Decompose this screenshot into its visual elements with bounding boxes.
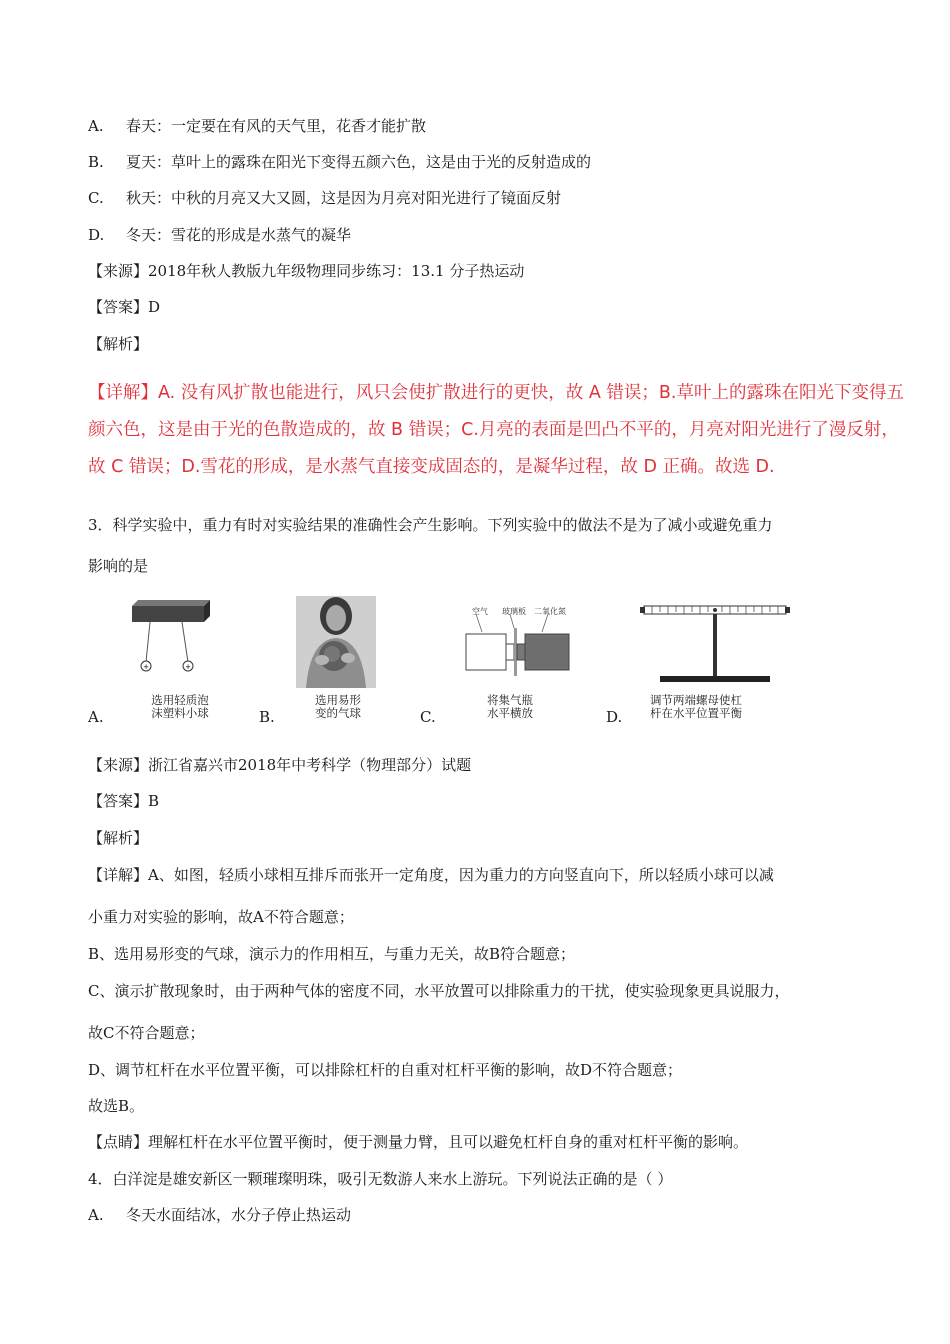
option-text: 秋天：中秋的月亮又大又圆，这是因为月亮对阳光进行了镜面反射 <box>126 189 562 207</box>
figure-a-caption <box>140 694 220 720</box>
q3-answer: 【答案】B <box>88 792 160 810</box>
caption-line: 选用易形 <box>315 693 361 707</box>
q3-analysis-heading: 【解析】 <box>88 829 149 847</box>
q4-stem: 4．白洋淀是雄安新区一颗璀璨明珠，吸引无数游人来水上游玩。下列说法正确的是（ ） <box>88 1170 673 1188</box>
q2-detail-line-1: 【详解】A. 没有风扩散也能进行，风只会使扩散进行的更快，故 A 错误；B.草叶上的露珠在阳光下变得五 <box>88 383 904 403</box>
figure-c-label-air: 空气 <box>472 607 488 616</box>
option-label: D. <box>88 226 105 244</box>
q2-source: 【来源】2018年秋人教版九年级物理同步练习：13.1 分子热运动 <box>88 262 525 280</box>
q3-detail-line-2: 小重力对实验的影响，故A不符合题意； <box>88 908 354 926</box>
figure-c-label-glass: 玻璃板 <box>502 607 526 616</box>
figure-b-letter: B. <box>259 708 275 726</box>
option-label: C. <box>88 189 104 207</box>
option-d <box>88 225 351 245</box>
option-label: A. <box>88 117 104 135</box>
q2-answer: 【答案】D <box>88 298 161 316</box>
q3-stem-line-2: 影响的是 <box>88 557 149 575</box>
figure-a-letter: A. <box>88 708 104 726</box>
option-label: A. <box>88 1206 104 1224</box>
caption-line: 水平横放 <box>487 706 533 720</box>
caption-line: 调节两端螺母使杠 <box>650 693 742 707</box>
option-text: 冬天水面结冰，水分子停止热运动 <box>126 1206 352 1224</box>
figure-c-caption <box>470 694 550 720</box>
option-c <box>88 188 561 208</box>
figure-d-lever-illustration <box>640 600 790 690</box>
caption-line: 变的气球 <box>315 706 361 720</box>
caption-line: 将集气瓶 <box>487 693 533 707</box>
q2-analysis-heading: 【解析】 <box>88 335 149 353</box>
q2-detail-line-2: 颜六色，这是由于光的色散造成的，故 B 错误；C.月亮的表面是凹凸不平的，月亮对阳光进行了漫反射， <box>88 420 899 440</box>
option-text: 冬天：雪花的形成是水蒸气的凝华 <box>126 226 352 244</box>
option-b <box>88 152 591 172</box>
caption-line: 选用轻质泡 <box>151 693 209 707</box>
figure-c-letter: C. <box>420 708 436 726</box>
q4-option-a <box>88 1205 351 1225</box>
q3-detail-line-6: D、调节杠杆在水平位置平衡，可以排除杠杆的自重对杠杆平衡的影响，故D不符合题意； <box>88 1061 683 1079</box>
svg-text:+: + <box>185 663 191 671</box>
figure-b-caption <box>306 694 370 720</box>
option-text: 春天：一定要在有风的天气里，花香才能扩散 <box>126 117 427 135</box>
figure-d-caption <box>634 694 758 720</box>
figure-a-balls-illustration <box>126 596 216 696</box>
caption-line: 杆在水平位置平衡 <box>650 706 742 720</box>
figure-c-gas-bottles-illustration <box>458 614 586 684</box>
figure-b-girl-balloon-photo <box>296 596 376 688</box>
q3-detail-line-1: 【详解】A、如图，轻质小球相互排斥而张开一定角度，因为重力的方向竖直向下，所以轻质小球可以减 <box>88 866 774 884</box>
svg-text:+: + <box>143 663 149 671</box>
q3-comment: 【点睛】理解杠杆在水平位置平衡时，便于测量力臂，且可以避免杠杆自身的重对杠杆平衡的影响。 <box>88 1133 749 1151</box>
figure-d-letter: D. <box>606 708 623 726</box>
q3-source: 【来源】浙江省嘉兴市2018年中考科学（物理部分）试题 <box>88 756 472 774</box>
q2-detail-line-3: 故 C 错误；D.雪花的形成，是水蒸气直接变成固态的，是凝华过程，故 D 正确。故选 D. <box>88 457 775 477</box>
q3-stem-line-1: 3．科学实验中，重力有时对实验结果的准确性会产生影响。下列实验中的做法不是为了减小或避免重力 <box>88 516 773 534</box>
option-label: B. <box>88 153 104 171</box>
figure-c-label-no2: 二氧化氮 <box>534 607 566 616</box>
q3-figures <box>88 596 878 726</box>
q3-detail-line-4: C、演示扩散现象时，由于两种气体的密度不同，水平放置可以排除重力的干扰，使实验现象更具说服力， <box>88 982 790 1000</box>
option-text: 夏天：草叶上的露珠在阳光下变得五颜六色，这是由于光的反射造成的 <box>126 153 592 171</box>
q3-detail-line-5: 故C不符合题意； <box>88 1024 205 1042</box>
caption-line: 沫塑料小球 <box>151 706 209 720</box>
q3-detail-line-3: B、选用易形变的气球，演示力的作用相互，与重力无关，故B符合题意； <box>88 945 576 963</box>
option-a <box>88 116 426 136</box>
q3-detail-line-7: 故选B。 <box>88 1097 145 1115</box>
